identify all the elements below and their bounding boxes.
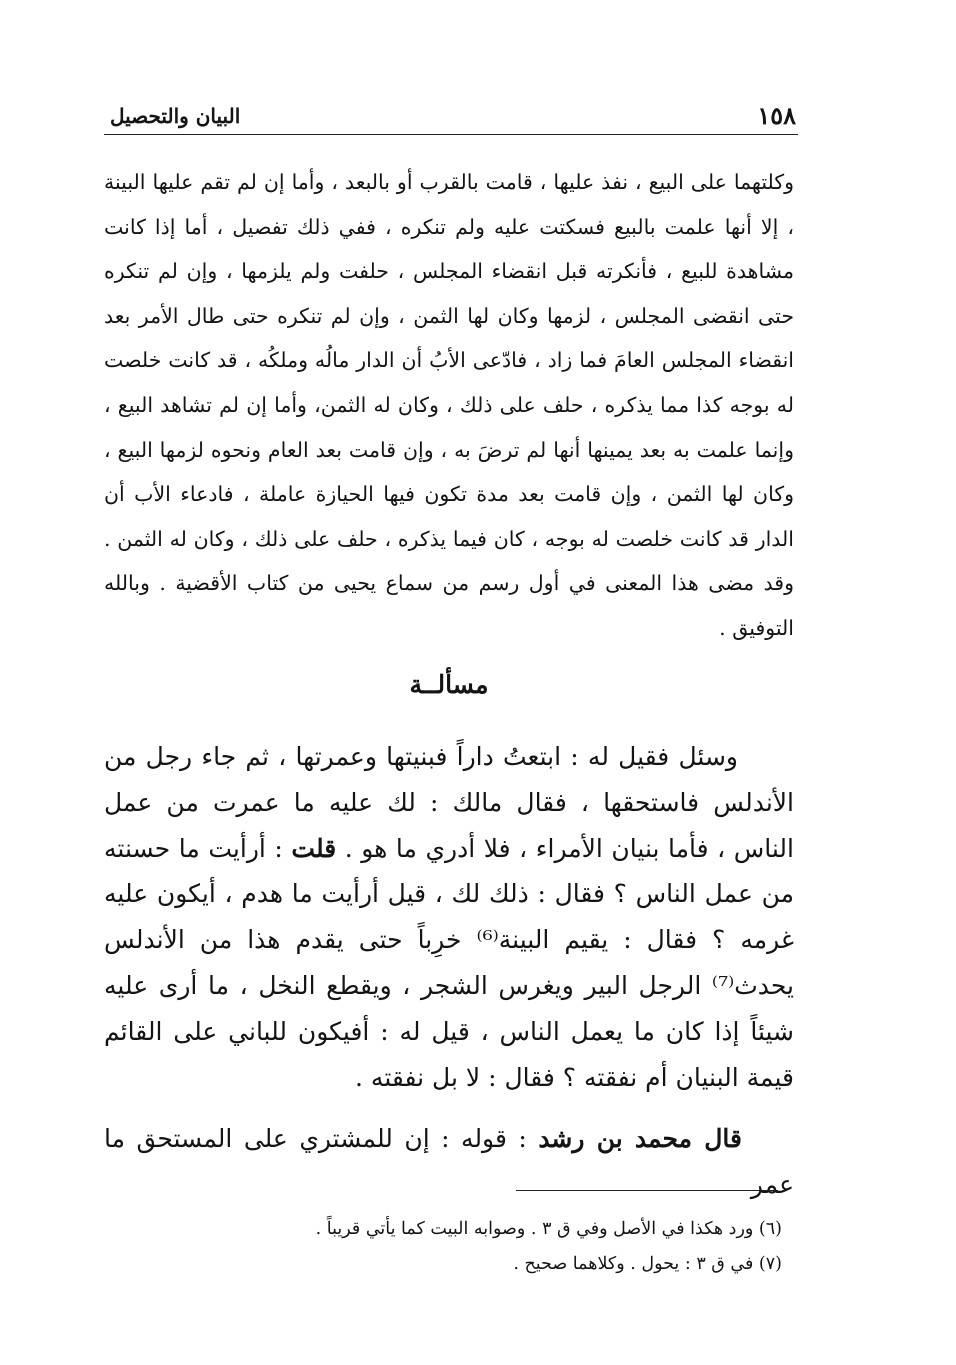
body-paragraph-2 bbox=[104, 734, 794, 1100]
page-number: ١٥٨ bbox=[757, 101, 796, 130]
question-text: وسئل فقيل له : ابتعتُ داراً فبنيتها وعمرتها ، ثم جاء رجل من الأندلس فاستحقها ، فقال مالك : لك عليه ما عمرت من عمل الناس ، فأما بنيان الأمراء ، فلا أدري ما هو . bbox=[104, 742, 794, 863]
footnote-7: (٧) في ق ٣ : يحول . وكلاهما صحيح . bbox=[513, 1254, 782, 1274]
page-header bbox=[104, 96, 798, 135]
body-paragraph-3 bbox=[104, 1116, 794, 1208]
footnote-6: (٦) ورد هكذا في الأصل وفي ق ٣ . وصوابه البيت كما يأتي قريباً . bbox=[315, 1219, 782, 1239]
commentator-lead: قال محمد بن رشد bbox=[538, 1124, 742, 1153]
qult-keyword: قلت bbox=[291, 833, 337, 863]
question-continuation: : أرأيت ما حسنته من عمل الناس ؟ فقال : ذلك لك ، قيل أرأيت ما هدم ، أيكون عليه غرمه ؟ فقال : يقيم البينة⁽⁶⁾ خرِباً حتى يقدم هذا من الأندلس يحدث⁽⁷⁾ الرجل البير ويغرس الشجر ، ويقطع النخل ، ما أرى عليه شيئاً إذا كان ما يعمل الناس ، قيل له : أفيكون للباني على القائم قيمة البنيان أم نفقته ؟ فقال : لا بل نفقته . bbox=[104, 833, 794, 1092]
footnotes bbox=[240, 1212, 782, 1282]
commentary-text: : قوله : إن للمشتري على المستحق ما عمر bbox=[104, 1124, 794, 1199]
section-title: مسألــة bbox=[409, 670, 489, 699]
footnote-divider bbox=[516, 1190, 778, 1191]
body-paragraph-1: وكلتهما على البيع ، نفذ عليها ، قامت بالقرب أو بالبعد ، وأما إن لم تقم عليها البينة ، إلا أنها علمت بالبيع فسكتت عليه ولم تنكره ، ففي ذلك تفصيل ، أما إذا كانت مشاهدة للبيع ، فأنكرته قبل انقضاء المجلس ، حلفت ولم يلزمها ، وإن لم تنكره حتى انقضى المجلس ، لزمها وكان لها الثمن ، وإن لم تنكره حتى طال الأمر بعد انقضاء المجلس العامَ فما زاد ، فادّعى الأبُ أن الدار مالُه وملكُه ، قد كانت خلصت له بوجه كذا مما يذكره ، حلف على ذلك ، وكان له الثمن، وأما إن لم تشاهد البيع ، وإنما علمت به بعد يمينها أنها لم ترضَ به ، وإن قامت بعد العام ونحوه لزمها البيع ، وكان لها الثمن ، وإن قامت بعد مدة تكون فيها الحيازة عاملة ، فادعاء الأب أن الدار قد كانت خلصت له بوجه ، كان فيما يذكره ، حلف على ذلك ، وكان له الثمن . وقد مضى هذا المعنى في أول رسم من سماع يحيى من كتاب الأقضية . وبالله التوفيق . bbox=[104, 170, 795, 640]
running-title: البيان والتحصيل bbox=[110, 104, 241, 128]
